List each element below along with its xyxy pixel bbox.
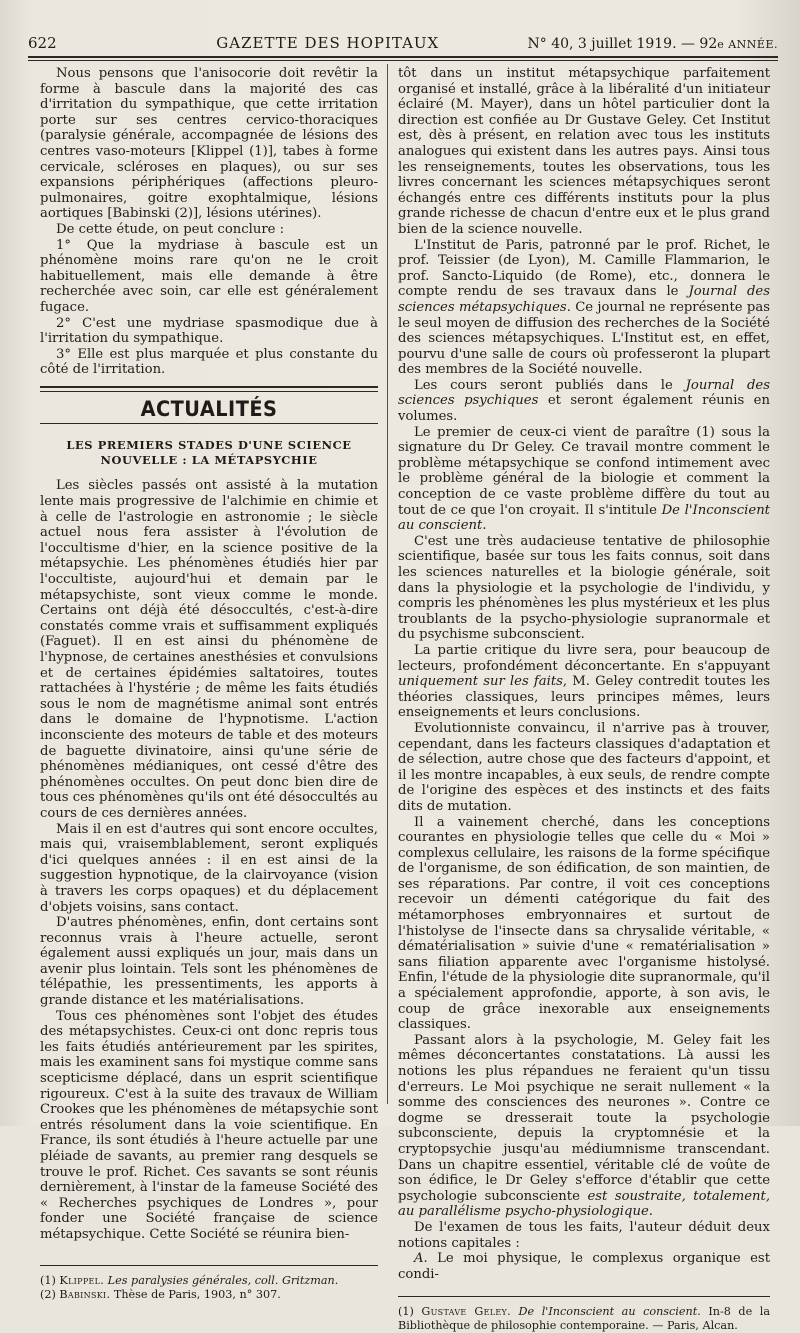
paragraph: 1° Que la mydriase à bascule est un phénomène moins rare qu'on ne le croit habituellement, mais elle demande à être recherchée avec soin, car elle est généralement fugace. [40, 237, 378, 315]
emphasis: est soustraite, totalement, au parallélisme psycho-physiologique [398, 1188, 771, 1220]
paragraph [398, 1033, 770, 1220]
issue-year: e ANNÉE. [717, 38, 778, 51]
paragraph: Tous ces phénomènes sont l'objet des études des métapsychistes. Ceux-ci ont donc repris tous les faits étudiés antérieurement par les spirites, mais les examinent sans foi mystique comme sans scepticisme déplacé, dans un esprit scientifique rigoureux. C'est à la suite des travaux de William Crookes que les phénomènes de métapsychie sont entrés résolument dans la voie scientifique. En France, ils sont étudiés à l'heure actuelle par une pléiade de savants, au premier rang desquels se trouve le prof. Richet. Ces savants se sont réunis dernièrement, à l'instar de la fameuse Société des « Recherches psychiques de Londres », pour fonder une Société française de science métapsychique. Cette Société se réunira bien- [40, 1008, 378, 1242]
header-rule-thin [28, 60, 778, 61]
footnote-author: Klippel. [59, 1273, 105, 1287]
footnote [40, 1288, 378, 1302]
footnote-number: (1) [40, 1273, 60, 1287]
footnote-book-title: De l'Inconscient au conscient. [511, 1305, 701, 1319]
banner-rule [40, 423, 378, 424]
text-run: La partie critique du livre sera, pour beaucoup de lecteurs, profondément déconcertante. En s'appuyant [398, 642, 770, 674]
journal-name: Journal des sciences métapsychiques [398, 284, 770, 315]
paragraph: Evolutionniste convaincu, il n'arrive pas à trouver, cependant, dans les facteurs classiques d'adaptation et de sélection, autre chose que des facteurs d'appoint, et il les montre incapables, à eux seuls, de rendre compte de l'origine des espèces et des instincts et des faits dits de mutation. [398, 720, 770, 814]
column-divider [387, 64, 388, 1104]
paragraph: De l'examen de tous les faits, l'auteur déduit deux notions capitales : [398, 1219, 770, 1251]
section-banner: ACTUALITÉS [140, 396, 278, 421]
text-run: Passant alors à la psychologie, M. Geley fait les mêmes déconcertantes constatations. Là aussi les notions les plus répandues ne feraient qu'un tissu d'erreurs. Le Moi psychique ne serait nullement « la somme des consciences des neurones ». Contre ce dogme se dresserait toute la psychologie subconsciente, depuis la cryptomnésie et la cryptopsychie jusqu'au médiumnisme transcendant. Dans un chapitre essentiel, véritable clé de voûte de son édifice, le Dr Geley s'efforce d'établir que cette psychologie subconsciente [398, 1032, 770, 1204]
footnote-text: In-8 de la Bibliothèque de philosophie contemporaine. — Paris, Alcan. [398, 1305, 770, 1333]
page-number: 622 [28, 34, 57, 52]
text-run: . Ce journal ne représente pas le seul moyen de diffusion des recherches de la Société des sciences métapsychiques. L'Institut est, en effet, pourvu d'une salle de cours où professeront la plupart des membres de la Société nouvelle. [398, 299, 770, 378]
footnote-number: (2) [40, 1287, 60, 1301]
paragraph [398, 1251, 770, 1282]
article-title: LES PREMIERS STADES D'UNE SCIENCE NOUVELLE : LA MÉTAPSYCHIE [66, 438, 352, 468]
text-run: Les cours seront publiés dans le [414, 377, 686, 393]
footnote-number: (1) [398, 1305, 422, 1319]
paragraph: Mais il en est d'autres qui sont encore occultes, mais qui, vraisemblablement, seront expliqués d'ici quelques années : il en est ainsi de la suggestion hypnotique, de la clairvoyance (vision à travers les corps opaques) et du déplacement d'objets voisins, sans contact. [40, 821, 378, 915]
paragraph: Les siècles passés ont assisté à la mutation lente mais progressive de l'alchimie en chimie et à celle de l'astrologie en astronomie ; le siècle actuel nous fera assister à l'évolution de l'occultisme d'hier, en la science positive de la métapsychie. Les phénomènes étudiés hier par l'occultiste, aujourd'hui et demain par le métapsychiste, sont vieux comme le monde. Certains ont déjà été désoccultés, c'est-à-dire constatés comme vrais et suffisamment expliqués (Faguet). Il en est ainsi du phénomène de l'hypnose, de certaines anesthésies et convulsions et de certaines épidémies saltatoires, toutes rattachées à l'hystérie ; de même les faits étudiés sous le nom de magnétisme animal sont entrés dans le domaine de l'hypnotisme. L'action inconsciente des moteurs de table et des moteurs de baguette divinatoire, ainsi qu'une série de phénomènes médianiques, ont cessé d'être des phénomènes occultes. On peut donc bien dire de tous ces phénomènes qu'ils ont été désoccultés au cours de ces dernières années. [40, 478, 378, 821]
paragraph [398, 643, 770, 721]
right-column [398, 66, 770, 1333]
paragraph: 3° Elle est plus marquée et plus constante du côté de l'irritation. [40, 346, 378, 378]
footnote-text: Thèse de Paris, 1903, n° 307. [110, 1287, 281, 1301]
emphasis: uniquement sur les faits [398, 674, 563, 690]
footnote-rule [40, 1265, 378, 1266]
text-run: . Le moi physique, le complexus organique est condi- [398, 1251, 770, 1282]
footnote-text: Les paralysies générales, coll. Gritzman. [104, 1273, 339, 1287]
page-header [28, 26, 778, 52]
header-rule-thick [28, 56, 778, 58]
text-run: et seront également réunis en volumes. [398, 393, 770, 425]
section-rule-thin [40, 391, 378, 392]
paragraph: C'est une très audacieuse tentative de philosophie scientifique, basée sur tous les faits connus, soit dans les sciences naturelles et la biologie générale, soit dans la physiologie et la psychologie de l'individu, y compris les phénomènes les plus mystérieux et les plus troublants de la psycho-physiologie supranormale et du psychisme subconscient. [398, 533, 770, 643]
paragraph: Nous pensons que l'anisocorie doit revêtir la forme à bascule dans la majorité des cas d'irritation du sympathique, que cette irritation porte sur ses centres cervico-thoraciques (paralysie générale, accompagnée de lésions des centres vaso-moteurs [Klippel (1)], tabes à forme cervicale, scléroses en plaques), ou sur ses expansions périphériques (affections pleuro-pulmonaires, goitre exophtalmique, lésions aortiques [Babinski (2)], lésions utérines). [40, 66, 378, 222]
paragraph: 2° C'est une mydriase spasmodique due à l'irritation du sympathique. [40, 315, 378, 347]
list-letter: A [414, 1251, 424, 1267]
paragraph: De cette étude, on peut conclure : [56, 221, 285, 237]
paragraph: D'autres phénomènes, enfin, dont certains sont reconnus vrais à l'heure actuelle, seront également aussi expliqués un jour, mais dans un avenir plus lointain. Tels sont les phénomènes de télépathie, les pressentiments, les apports à grande distance et les matérialisations. [40, 915, 378, 1009]
paragraph [398, 425, 770, 534]
footnote-author: Gustave Geley. [421, 1305, 511, 1319]
book-title: De l'Inconscient au conscient [398, 502, 770, 534]
section-rule-thick [40, 386, 378, 388]
footnote-rule [398, 1296, 770, 1297]
paragraph [398, 378, 770, 425]
text-run: . [482, 518, 487, 534]
paragraph: Il a vainement cherché, dans les conceptions courantes en physiologie telles que celle du « Moi » complexus cellulaire, les raisons de la forme spécifique de l'organisme, de son édification, de son maintien, de ses réparations. Par contre, il voit ces conceptions recevoir un démenti catégorique du fait des métamorphoses embryonnaires et surtout de l'histolyse de l'insecte dans sa chrysalide véritable, « dématérialisation » suivie d'une « rematérialisation » sans filiation apparente avec l'organisme histolysé. Enfin, l'étude de la physiologie dite supranormale, qu'il a spécialement approfondie, apporte, à son avis, le coup de grâce inexorable aux enseignements classiques. [398, 814, 770, 1033]
footnote-author: Babinski. [59, 1287, 111, 1301]
text-run: . [648, 1204, 653, 1220]
issue-date: N° 40, 3 juillet 1919. — 92 [527, 36, 718, 52]
journal-title: GAZETTE DES HOPITAUX [216, 34, 440, 52]
footnote [398, 1305, 770, 1333]
text-run: L'Institut de Paris, patronné par le prof. Richet, le prof. Teissier (de Lyon), M. Camille Flammarion, le prof. Sancto-Liquido (de Rome), etc., donnera le compte rendu de ses travaux dans le [398, 237, 770, 300]
footnote [40, 1274, 378, 1288]
journal-name: Journal des sciences psychiques [398, 377, 771, 409]
issue-dateline [528, 36, 778, 52]
paragraph: tôt dans un institut métapsychique parfaitement organisé et installé, grâce à la libéralité d'un initiateur éclairé (M. Mayer), dans un hôtel particulier dont la direction est confiée au Dr Gustave Geley. Cet Institut est, dès à présent, en relation avec tous les instituts analogues qui existent dans les autres pays. Ainsi tous les renseignements, toutes les observations, tous les livres concernant les sciences métapsychiques seront échangés entre ces différents instituts pour la plus grande richesse de chacun d'entre eux et le plus grand bien de la science nouvelle. [398, 66, 770, 237]
left-column [40, 66, 378, 1302]
text-run: Le premier de ceux-ci vient de paraître (1) sous la signature du Dr Geley. Ce travail montre comment le problème métapsychique se confond intimement avec le problème général de la biologie et comment la conception de ce vaste problème diffère du tout au tout de ce que l'on croyait. Il s'intitule [398, 424, 770, 518]
paragraph [398, 238, 770, 378]
text-run: , M. Geley contredit toutes les théories classiques, leurs principes mêmes, leurs enseignements et leurs conclusions. [398, 674, 770, 721]
